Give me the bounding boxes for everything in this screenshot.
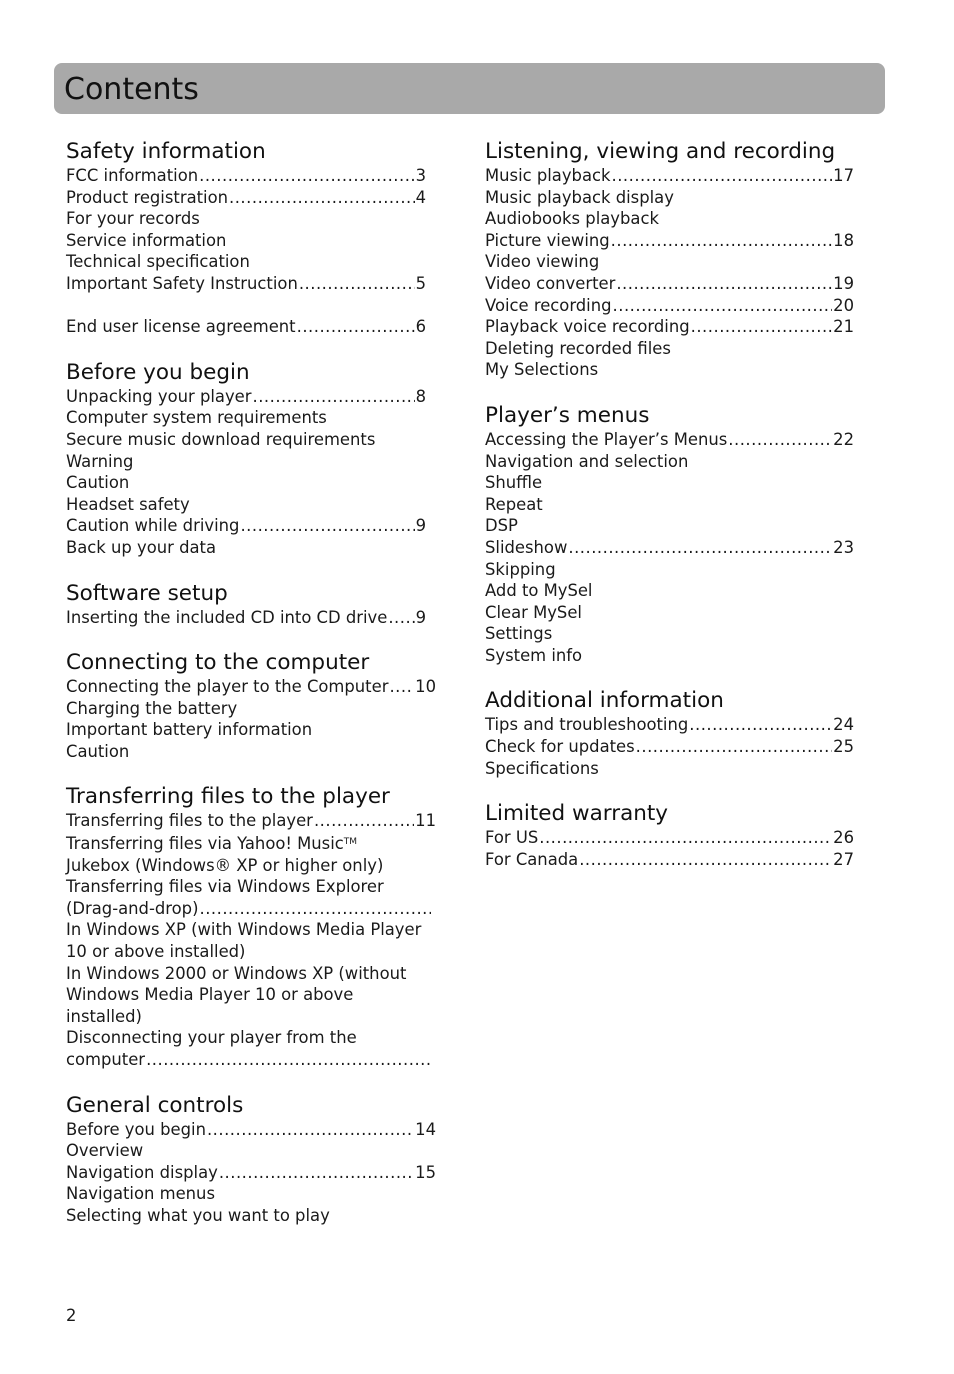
- toc-entry-label: Shuffle: [485, 473, 543, 493]
- toc-entry[interactable]: [66, 407, 426, 429]
- toc-entry-page: 9: [415, 607, 426, 627]
- toc-entry-label: Caution while driving: [66, 516, 240, 536]
- page-number: 2: [66, 1306, 77, 1325]
- section-heading: Connecting to the computer: [66, 650, 370, 676]
- toc-entry[interactable]: [66, 316, 426, 338]
- toc-entry[interactable]: [485, 623, 854, 645]
- toc-entry-list: [485, 429, 857, 667]
- toc-right-column: [485, 138, 857, 891]
- section-heading: Safety information: [66, 139, 266, 164]
- toc-entry[interactable]: [66, 741, 426, 763]
- toc-entry[interactable]: [485, 316, 854, 338]
- toc-entry-label: My Selections: [485, 360, 599, 380]
- toc-entry-list: [66, 607, 446, 629]
- dot-leader: [579, 849, 832, 871]
- toc-section-player-s-menus: [485, 402, 857, 667]
- toc-entry[interactable]: [485, 251, 854, 273]
- toc-entry-page: 22: [833, 429, 854, 449]
- toc-entry-label: Transferring files via Yahoo! Music: [66, 834, 344, 854]
- toc-left-column: [66, 138, 446, 1248]
- dot-leader: [229, 187, 415, 209]
- dot-leader: [207, 1119, 414, 1141]
- toc-entry[interactable]: [66, 676, 436, 698]
- toc-entry-label: Important Safety Instruction: [66, 273, 298, 293]
- toc-entry[interactable]: [66, 876, 446, 919]
- toc-entry[interactable]: [66, 1119, 436, 1141]
- toc-entry-list: [66, 676, 446, 762]
- toc-entry-page: 24: [833, 715, 854, 735]
- page-title: Contents: [64, 72, 199, 107]
- toc-entry[interactable]: [66, 273, 426, 295]
- toc-entry[interactable]: [485, 758, 854, 780]
- section-heading: Before you begin: [66, 359, 250, 385]
- toc-entry-page: 6: [415, 317, 426, 337]
- dot-leader: [691, 316, 833, 338]
- dot-leader: [240, 515, 414, 537]
- toc-entry-list: [66, 386, 446, 559]
- toc-entry-label: DSP: [485, 516, 518, 536]
- toc-entry-page: 21: [833, 317, 854, 337]
- dot-leader: [146, 1049, 431, 1071]
- toc-entry[interactable]: [66, 607, 426, 629]
- section-heading: Software setup: [66, 580, 228, 606]
- toc-entry-page: 17: [833, 166, 854, 185]
- dot-leader: [728, 429, 832, 451]
- toc-entry-page: 27: [833, 849, 854, 869]
- dot-leader: [689, 714, 832, 736]
- toc-entry[interactable]: [485, 338, 854, 360]
- toc-entry-list: [66, 1119, 446, 1227]
- section-heading: Listening, viewing and recording: [485, 139, 836, 164]
- dot-leader: [636, 736, 832, 758]
- toc-entry-page: 14: [415, 1119, 436, 1139]
- toc-section-before-you-begin: [66, 359, 446, 559]
- toc-entry[interactable]: [66, 451, 426, 473]
- toc-entry-label: Connecting the player to the Computer: [66, 677, 389, 697]
- toc-entry[interactable]: [485, 736, 854, 758]
- toc-entry-page: 19: [833, 273, 854, 293]
- toc-entry[interactable]: [66, 230, 426, 252]
- toc-entry[interactable]: [66, 963, 426, 1028]
- toc-entry-label: Service information: [66, 230, 227, 250]
- toc-section-software-setup: [66, 580, 446, 629]
- toc-entry-label: In Windows 2000 or Windows XP (without Windows Media Player 10 or above installed): [66, 963, 412, 1026]
- toc-entry-label: Warning: [66, 451, 134, 471]
- toc-entry-page: 5: [415, 273, 426, 293]
- toc-entry-label-line: (Drag-and-drop): [66, 898, 199, 918]
- toc-section-transferring-files-to-the-player: [66, 783, 446, 1070]
- toc-section-additional-information: [485, 687, 857, 779]
- toc-entry[interactable]: [66, 698, 426, 720]
- toc-entry[interactable]: [485, 714, 854, 736]
- toc-entry[interactable]: [66, 1027, 446, 1070]
- dot-leader: [616, 273, 832, 295]
- toc-entry[interactable]: [66, 208, 426, 230]
- section-heading: Player’s menus: [485, 402, 650, 428]
- toc-entry-label: Skipping: [485, 559, 556, 579]
- toc-entry[interactable]: [66, 429, 426, 451]
- toc-entry-label: Tips and troubleshooting: [485, 715, 689, 735]
- toc-entry[interactable]: [66, 537, 426, 559]
- toc-entry-list: [485, 827, 857, 870]
- toc-entry[interactable]: [485, 827, 854, 849]
- dot-leader: [297, 316, 415, 338]
- dot-leader: [299, 273, 415, 295]
- toc-entry-label: Clear MySel: [485, 602, 582, 622]
- contents-header-bar: [54, 63, 885, 114]
- toc-entry-list: [66, 165, 446, 338]
- toc-entry[interactable]: [66, 810, 436, 832]
- section-heading: General controls: [66, 1092, 244, 1118]
- dot-leader: [219, 1162, 414, 1184]
- toc-entry-page: 20: [833, 295, 854, 315]
- toc-entry[interactable]: [485, 849, 854, 871]
- toc-entry-label: Charging the battery: [66, 698, 238, 718]
- toc-section-safety-information: [66, 138, 446, 338]
- toc-entry-label: Specifications: [485, 758, 599, 778]
- dot-leader: [611, 230, 832, 252]
- toc-entry-label: Playback voice recording: [485, 317, 690, 337]
- toc-entry[interactable]: [485, 165, 854, 187]
- trademark-mark: TM: [343, 837, 358, 848]
- section-heading: Additional information: [485, 688, 724, 714]
- toc-entry-label: Video viewing: [485, 252, 600, 272]
- dot-leader: [252, 386, 414, 408]
- toc-entry-label: Back up your data: [66, 537, 216, 557]
- toc-entry-label: Music playback: [485, 166, 611, 185]
- dot-leader: [199, 165, 414, 187]
- toc-entry-label: Inserting the included CD into CD drive: [66, 607, 388, 627]
- dot-leader: [613, 295, 833, 317]
- toc-entry[interactable]: [485, 359, 854, 381]
- toc-entry-label: FCC information: [66, 166, 199, 185]
- toc-entry-label: Video converter: [485, 273, 616, 293]
- toc-entry-label: Deleting recorded files: [485, 338, 671, 358]
- dot-leader: [314, 810, 414, 832]
- toc-entry[interactable]: [485, 602, 854, 624]
- toc-entry-label-continued: Jukebox (Windows® XP or higher only): [66, 855, 384, 875]
- toc-entry-label: System info: [485, 645, 583, 665]
- toc-entry-label-line: computer: [66, 1050, 146, 1069]
- toc-entry-label: Settings: [485, 624, 553, 644]
- toc-entry-page: 8: [415, 386, 426, 406]
- toc-entry-label: Navigation and selection: [485, 451, 689, 471]
- toc-entry-page: 9: [415, 516, 426, 536]
- toc-entry-label: Navigation display: [66, 1162, 218, 1182]
- toc-entry-label: Secure music download requirements: [66, 429, 376, 449]
- toc-entry-label: Product registration: [66, 187, 229, 207]
- toc-entry-label: Repeat: [485, 494, 543, 514]
- toc-entry-label: Add to MySel: [485, 581, 593, 601]
- toc-entry[interactable]: [485, 429, 854, 451]
- toc-section-general-controls: [66, 1092, 446, 1227]
- toc-entry-label: For your records: [66, 209, 200, 229]
- toc-entry[interactable]: [66, 719, 426, 741]
- dot-leader: [612, 165, 833, 187]
- toc-entry-page: 18: [833, 230, 854, 250]
- toc-entry[interactable]: [66, 919, 426, 962]
- toc-entry[interactable]: [66, 1140, 426, 1162]
- toc-entry[interactable]: [485, 451, 854, 473]
- toc-entry-label-line: Disconnecting your player from the: [66, 1028, 357, 1048]
- section-heading: Transferring files to the player: [66, 784, 390, 810]
- dot-leader: [389, 676, 414, 698]
- toc-entry[interactable]: [66, 251, 426, 273]
- toc-entry-label: Check for updates: [485, 737, 635, 757]
- toc-entry-label: End user license agreement: [66, 317, 296, 337]
- toc-entry[interactable]: [485, 273, 854, 295]
- toc-entry-page: 26: [833, 828, 854, 848]
- toc-entry-label: Unpacking your player: [66, 386, 252, 406]
- toc-entry[interactable]: [485, 494, 854, 516]
- toc-entry-label: Accessing the Player’s Menus: [485, 429, 728, 449]
- toc-entry[interactable]: [485, 187, 854, 209]
- toc-entry[interactable]: [66, 515, 426, 537]
- toc-entry-label: Transferring files to the player: [66, 811, 313, 831]
- toc-entry-label: Before you begin: [66, 1119, 206, 1139]
- toc-entry-label: Important battery information: [66, 720, 313, 740]
- toc-entry[interactable]: [66, 1162, 436, 1184]
- toc-entry[interactable]: [66, 832, 426, 876]
- toc-entry-page: 4: [415, 187, 426, 207]
- toc-entry-label: Headset safety: [66, 494, 190, 514]
- toc-entry[interactable]: [485, 295, 854, 317]
- toc-entry-label: For Canada: [485, 849, 579, 869]
- dot-leader: [539, 827, 832, 849]
- toc-entry[interactable]: [66, 165, 426, 187]
- toc-entry-label: Overview: [66, 1141, 144, 1161]
- dot-leader: [199, 898, 431, 920]
- toc-entry-page: 15: [415, 1162, 436, 1182]
- toc-entry-list: [485, 714, 857, 779]
- toc-entry[interactable]: [66, 1183, 426, 1205]
- toc-entry[interactable]: [66, 472, 426, 494]
- dot-leader: [388, 607, 414, 629]
- toc-entry[interactable]: [485, 645, 854, 667]
- toc-entry-label: Technical specification: [66, 252, 250, 272]
- toc-entry-label: In Windows XP (with Windows Media Player 10 or above installed): [66, 920, 427, 962]
- toc-section-connecting-to-the-computer: [66, 649, 446, 762]
- toc-entry-label: Caution: [66, 473, 130, 493]
- toc-entry[interactable]: [485, 230, 854, 252]
- toc-entry-page: 11: [415, 811, 436, 831]
- toc-entry-page: 10: [415, 677, 436, 697]
- toc-section-listening-viewing-and-recording: [485, 138, 857, 381]
- toc-entry-label: Caution: [66, 741, 130, 761]
- toc-entry-label: Slideshow: [485, 537, 568, 557]
- toc-entry-label: Voice recording: [485, 295, 612, 315]
- toc-entry-list: [66, 810, 446, 1070]
- toc-entry-label: Audiobooks playback: [485, 209, 659, 229]
- toc-entry-page: 3: [415, 166, 426, 185]
- toc-entry[interactable]: [66, 494, 426, 516]
- toc-entry-label: Picture viewing: [485, 230, 610, 250]
- toc-entry-label: Selecting what you want to play: [66, 1205, 330, 1225]
- toc-entry-label-line: Transferring files via Windows Explorer: [66, 877, 384, 897]
- toc-entry[interactable]: [485, 472, 854, 494]
- toc-entry[interactable]: [485, 537, 854, 559]
- toc-entry-page: 25: [833, 737, 854, 757]
- toc-entry[interactable]: [66, 386, 426, 408]
- toc-entry-label: Computer system requirements: [66, 408, 327, 428]
- section-heading: Limited warranty: [485, 801, 669, 827]
- toc-entry-list: [485, 165, 857, 381]
- toc-entry[interactable]: [485, 515, 854, 537]
- toc-entry[interactable]: [66, 187, 426, 209]
- toc-section-limited-warranty: [485, 800, 857, 870]
- dot-leader: [568, 537, 832, 559]
- toc-entry[interactable]: [485, 580, 854, 602]
- toc-entry-label: Music playback display: [485, 187, 674, 207]
- toc-entry-label: Navigation menus: [66, 1184, 215, 1204]
- toc-entry[interactable]: [66, 1205, 426, 1227]
- toc-entry[interactable]: [485, 559, 854, 581]
- toc-entry-page: 23: [833, 537, 854, 557]
- toc-entry-label: For US: [485, 828, 539, 848]
- toc-entry[interactable]: [485, 208, 854, 230]
